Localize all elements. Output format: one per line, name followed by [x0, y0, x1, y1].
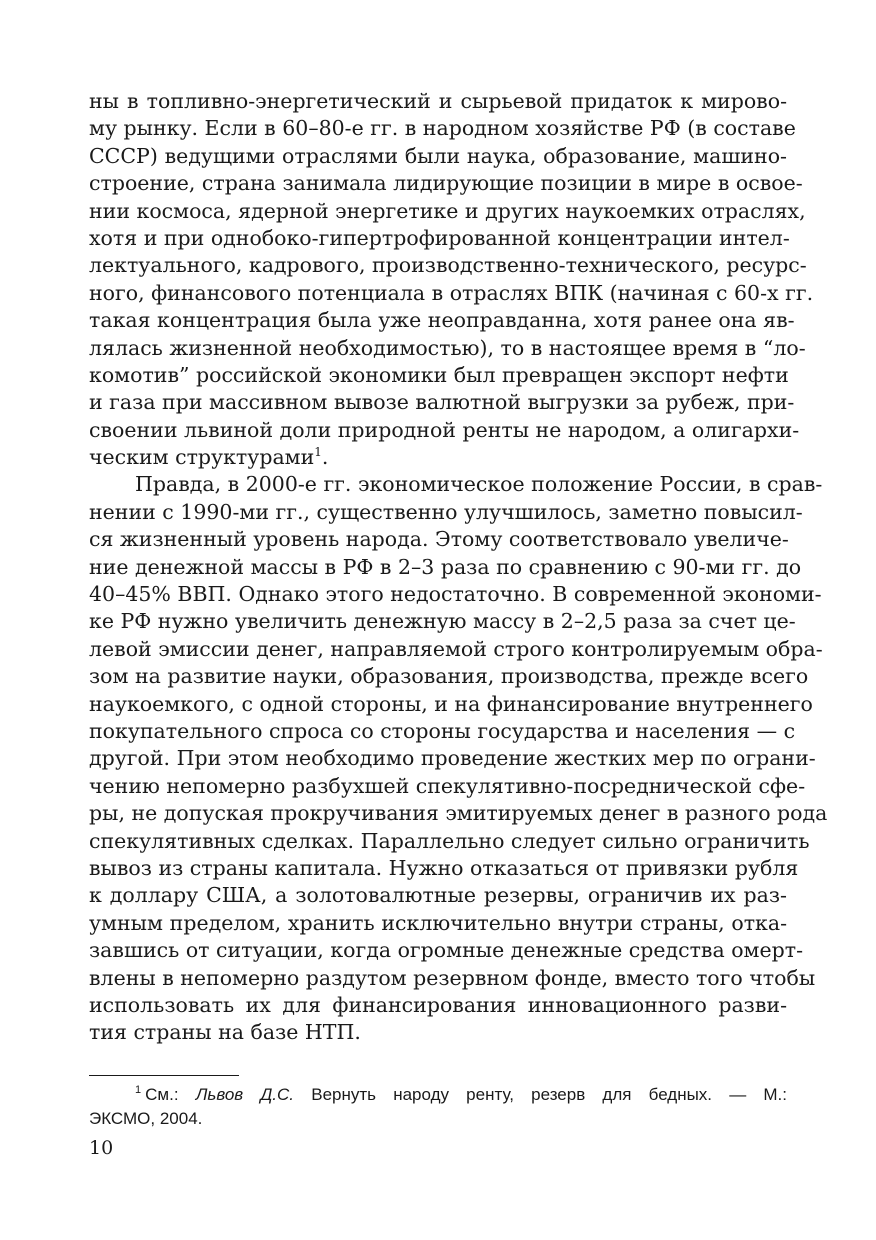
text-line: другой. При этом необходимо проведение жестких мер по ограни-	[89, 746, 816, 771]
text-line: ние денежной массы в РФ в 2–3 раза по сравнению с 90-ми гг. до	[89, 554, 802, 579]
text-line: наукоемкого, с одной стороны, и на финансирование внутреннего	[89, 691, 813, 716]
text-line: влены в непомерно раздутом резервном фонде, вместо того чтобы	[89, 965, 816, 990]
text-line: му рынку. Если в 60–80-е гг. в народном хозяйстве РФ (в составе	[89, 116, 796, 141]
text-line: хотя и при однобоко-гипертрофированной концентрации интел-	[89, 225, 790, 250]
text-line: ного, финансового потенциала в отраслях ВПК (начиная с 60-х гг.	[89, 280, 814, 305]
text-line: 40–45% ВВП. Однако этого недостаточно. В современной экономи-	[89, 582, 822, 607]
text-line: своении львиной доли природной ренты не народом, а олигархи-	[89, 417, 800, 442]
paragraph-1	[89, 88, 814, 471]
main-text	[89, 88, 828, 1047]
text-line: завшись от ситуации, когда огромные денежные средства омерт-	[89, 938, 804, 963]
text-line: нении с 1990-ми гг., существенно улучшилось, заметно повысил-	[89, 499, 803, 524]
text-line: ся жизненный уровень народа. Этому соответствовало увеличе-	[89, 527, 789, 552]
text-line: вывоз из страны капитала. Нужно отказаться от привязки рубля	[89, 855, 799, 880]
text-line: ры, не допуская прокручивания эмитируемых денег в разного рода	[89, 801, 828, 826]
text-line: тия страны на базе НТП.	[89, 1020, 361, 1045]
footnote-title: Вернуть народу ренту, резерв для бедных. — М.:	[294, 1085, 788, 1104]
text-line: СССР) ведущими отраслями были наука, образование, машино-	[89, 143, 787, 168]
text-line: строение, страна занимала лидирующие позиции в мире в освое-	[89, 171, 803, 196]
sentence-end: .	[321, 445, 329, 470]
footnote-line: ЭКСМО, 2004.	[89, 1108, 203, 1128]
text-line: спекулятивных сделках. Параллельно следует сильно ограничить	[89, 828, 810, 853]
text-line: ны в топливно-энергетический и сырьевой придаток к мирово-	[89, 89, 787, 113]
footnote-prefix: См.:	[145, 1085, 196, 1104]
text-line: зом на развитие науки, образования, производства, прежде всего	[89, 664, 809, 689]
footnote-author: Львов Д.С.	[195, 1085, 295, 1104]
text-line	[89, 444, 787, 471]
text-line: левой эмиссии денег, направляемой строго контролируемым обра-	[89, 636, 823, 661]
footnote-reference: 1	[314, 445, 322, 460]
text-line: к доллару США, а золотовалютные резервы, ограничив их раз-	[89, 883, 787, 908]
text-line: такая концентрация была уже неоправданна, хотя ранее она яв-	[89, 308, 795, 333]
text-line: покупательного спроса со стороны государства и населения — с	[89, 718, 796, 743]
text-line: комотив” российской экономики был превращен экспорт нефти	[89, 362, 789, 387]
text-line: нии космоса, ядерной энергетике и других наукоемких отраслях,	[89, 198, 806, 223]
footnote	[89, 1083, 787, 1130]
page-number: 10	[89, 1137, 114, 1159]
text-fragment: ческим структурами	[89, 445, 315, 470]
text-line: чению непомерно разбухшей спекулятивно-посреднической сфе-	[89, 773, 806, 798]
footnote-number: 1	[135, 1084, 142, 1097]
footnote-divider	[89, 1075, 239, 1076]
text-line: лектуального, кадрового, производственно-технического, ресурс-	[89, 253, 807, 278]
text-line: ке РФ нужно увеличить денежную массу в 2–2,5 раза за счет це-	[89, 609, 796, 634]
text-line: и газа при массивном вывозе валютной выгрузки за рубеж, при-	[89, 390, 795, 415]
text-line: лялась жизненной необходимостью), то в настоящее время в “ло-	[89, 335, 806, 360]
footnote-line	[89, 1083, 787, 1107]
text-line: использовать их для финансирования инновационного разви-	[89, 992, 787, 1017]
text-line: умным пределом, хранить исключительно внутри страны, отка-	[89, 910, 787, 935]
paragraph-2	[89, 471, 828, 1046]
text-line: Правда, в 2000-е гг. экономическое положение России, в срав-	[135, 472, 823, 497]
